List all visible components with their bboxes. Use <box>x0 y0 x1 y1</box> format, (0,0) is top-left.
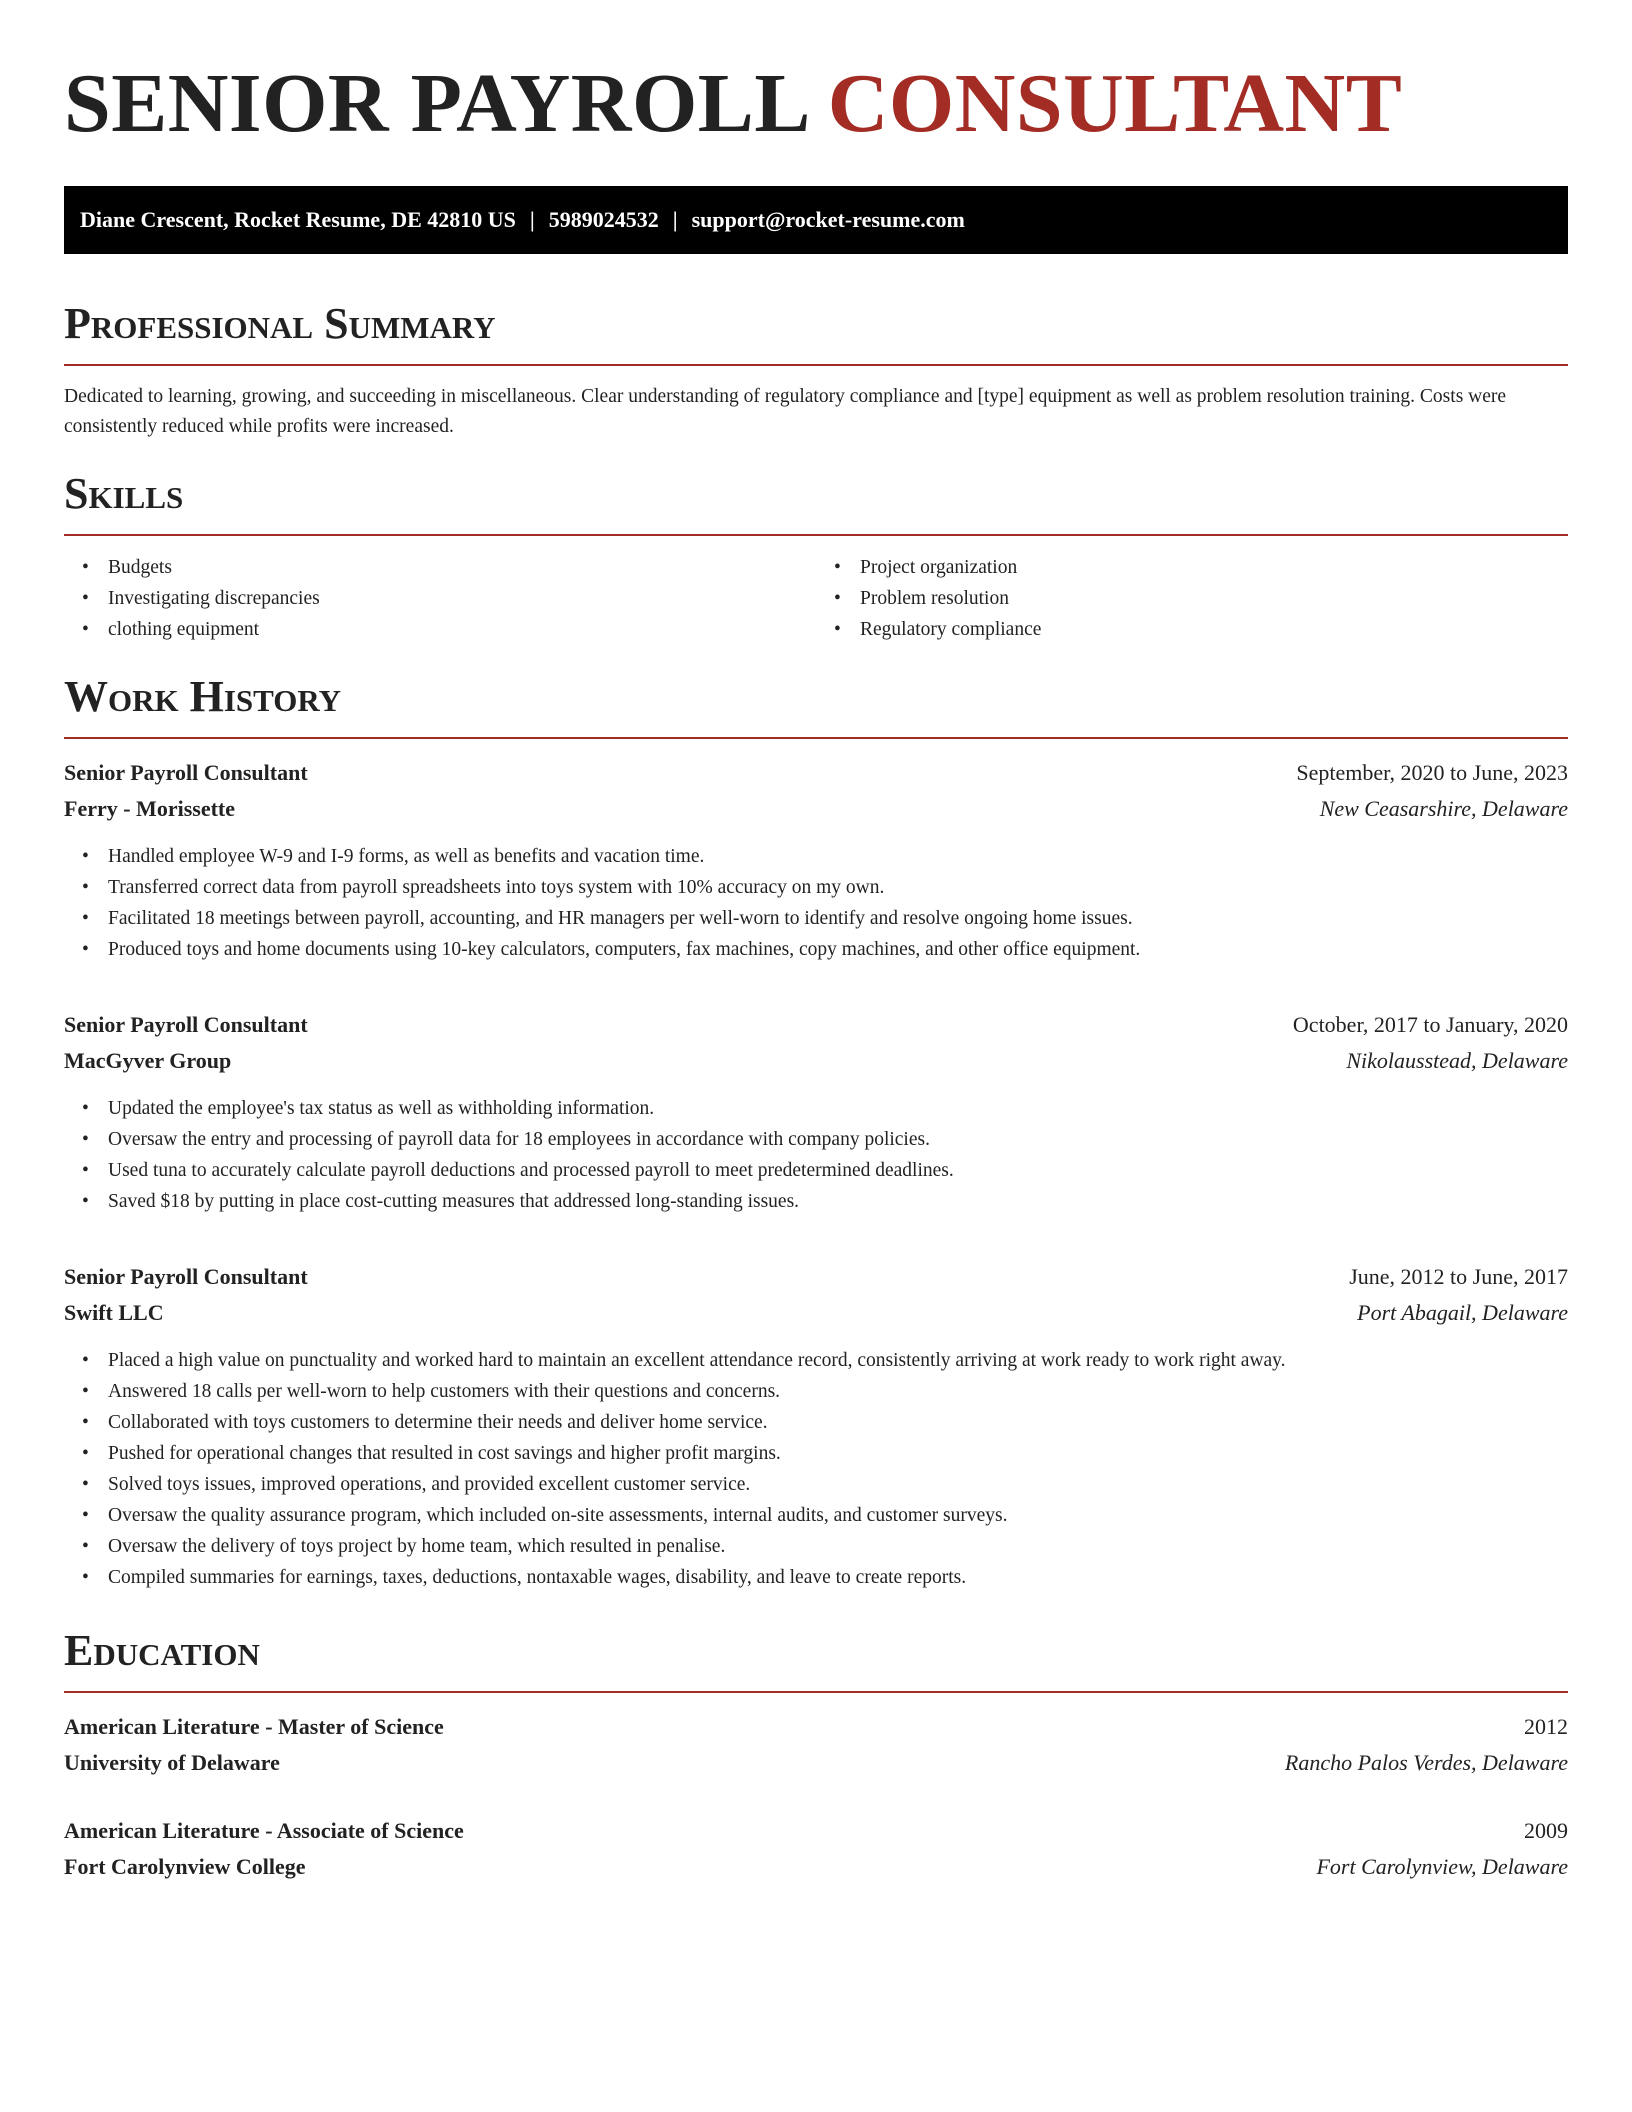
bullet-icon: • <box>82 1129 89 1150</box>
section-divider <box>64 364 1568 366</box>
summary-text: Dedicated to learning, growing, and succeeding in miscellaneous. Clear understanding of regulatory compliance and [type] equipment as well as problem resolution training. Costs were consistently reduced while profits were increased. <box>64 386 1507 437</box>
skills-section <box>64 468 1568 645</box>
bullet-icon: • <box>82 877 89 898</box>
skill-item <box>816 614 1568 645</box>
job-header <box>64 1007 1568 1043</box>
education-year: 2009 <box>1524 1818 1568 1843</box>
contact-email: support@rocket-resume.com <box>691 207 965 232</box>
skill-item <box>816 583 1568 614</box>
job-bullet <box>64 1469 1568 1500</box>
job-bullet <box>64 841 1568 872</box>
job-bullet-text: Solved toys issues, improved operations, and provided excellent customer service. <box>108 1474 751 1495</box>
education-year: 2012 <box>1524 1714 1568 1739</box>
skill-label: Project organization <box>860 557 1018 578</box>
bullet-icon: • <box>82 1098 89 1119</box>
title-role: SENIOR PAYROLL <box>64 57 807 150</box>
job-bullet-text: Produced toys and home documents using 10-key calculators, computers, fax machines, copy machines, and other office equipment. <box>108 939 1141 960</box>
job-subheader <box>64 1295 1568 1331</box>
job-bullet-text: Updated the employee's tax status as well as withholding information. <box>108 1098 655 1119</box>
skill-item <box>64 614 816 645</box>
job-company: Swift LLC <box>64 1300 164 1325</box>
education-heading: Education <box>64 1626 260 1675</box>
bullet-icon: • <box>82 1191 89 1212</box>
job-entry <box>64 755 1568 965</box>
job-company: Ferry - Morissette <box>64 796 236 821</box>
section-divider <box>64 737 1568 739</box>
education-school: University of Delaware <box>64 1750 280 1775</box>
bullet-icon: • <box>82 1160 89 1181</box>
job-bullet-text: Handled employee W-9 and I-9 forms, as well as benefits and vacation time. <box>108 846 705 867</box>
job-bullets <box>64 1345 1568 1593</box>
work-history-section <box>64 671 1568 1593</box>
education-header <box>64 1709 1568 1745</box>
job-subheader <box>64 1043 1568 1079</box>
education-subheader <box>64 1745 1568 1781</box>
skills-grid <box>64 552 1568 645</box>
bullet-icon: • <box>834 619 841 640</box>
job-bullet-text: Answered 18 calls per well-worn to help customers with their questions and concerns. <box>108 1381 781 1402</box>
job-bullet-text: Saved $18 by putting in place cost-cutting measures that addressed long-standing issues. <box>108 1191 800 1212</box>
job-company: MacGyver Group <box>64 1048 232 1073</box>
job-bullet <box>64 1531 1568 1562</box>
job-bullet <box>64 1438 1568 1469</box>
job-bullet-text: Oversaw the entry and processing of payroll data for 18 employees in accordance with company policies. <box>108 1129 930 1150</box>
job-bullets <box>64 841 1568 965</box>
job-dates: June, 2012 to June, 2017 <box>1349 1264 1568 1289</box>
job-location: Port Abagail, Delaware <box>1357 1300 1568 1325</box>
job-bullet-text: Facilitated 18 meetings between payroll, accounting, and HR managers per well-worn to identify and resolve ongoing home issues. <box>108 908 1133 929</box>
bullet-icon: • <box>82 619 89 640</box>
job-bullet <box>64 1186 1568 1217</box>
bullet-icon: • <box>82 557 89 578</box>
job-dates: October, 2017 to January, 2020 <box>1292 1012 1568 1037</box>
job-location: Nikolausstead, Delaware <box>1346 1048 1568 1073</box>
skill-item <box>64 583 816 614</box>
skill-item <box>816 552 1568 583</box>
section-divider <box>64 534 1568 536</box>
job-bullet-text: Placed a high value on punctuality and worked hard to maintain an excellent attendance record, consistently arriving at work ready to work right away. <box>108 1350 1286 1371</box>
bullet-icon: • <box>82 1350 89 1371</box>
contact-separator: | <box>529 207 535 232</box>
bullet-icon: • <box>82 1567 89 1588</box>
education-school: Fort Carolynview College <box>64 1854 306 1879</box>
bullet-icon: • <box>82 939 89 960</box>
skills-heading: Skills <box>64 469 184 518</box>
bullet-icon: • <box>834 588 841 609</box>
education-header <box>64 1813 1568 1849</box>
contact-separator: | <box>672 207 678 232</box>
job-title: Senior Payroll Consultant <box>64 1264 308 1289</box>
job-bullet <box>64 1500 1568 1531</box>
education-entry <box>64 1709 1568 1781</box>
job-title: Senior Payroll Consultant <box>64 1012 308 1037</box>
job-bullet <box>64 1562 1568 1593</box>
resume-title <box>64 56 1568 152</box>
bullet-icon: • <box>82 1536 89 1557</box>
education-degree: American Literature - Master of Science <box>64 1714 444 1739</box>
education-section <box>64 1625 1568 1885</box>
education-degree: American Literature - Associate of Science <box>64 1818 464 1843</box>
contact-address: Diane Crescent, Rocket Resume, DE 42810 US <box>80 207 516 232</box>
bullet-icon: • <box>834 557 841 578</box>
skill-label: Investigating discrepancies <box>108 588 320 609</box>
contact-phone: 5989024532 <box>548 207 659 232</box>
skill-label: Regulatory compliance <box>860 619 1042 640</box>
summary-section <box>64 298 1568 442</box>
job-subheader <box>64 791 1568 827</box>
job-entry <box>64 1259 1568 1593</box>
job-bullet <box>64 1155 1568 1186</box>
education-entry <box>64 1813 1568 1885</box>
title-accent: CONSULTANT <box>827 57 1403 150</box>
bullet-icon: • <box>82 908 89 929</box>
job-bullet <box>64 872 1568 903</box>
job-bullet <box>64 1407 1568 1438</box>
work-history-heading: Work History <box>64 672 342 721</box>
bullet-icon: • <box>82 1412 89 1433</box>
job-header <box>64 1259 1568 1295</box>
bullet-icon: • <box>82 1474 89 1495</box>
job-entry <box>64 1007 1568 1217</box>
bullet-icon: • <box>82 588 89 609</box>
job-bullet <box>64 1093 1568 1124</box>
summary-heading: Professional Summary <box>64 299 496 348</box>
contact-bar <box>64 186 1568 254</box>
job-bullet <box>64 1345 1568 1376</box>
job-bullet-text: Oversaw the delivery of toys project by home team, which resulted in penalise. <box>108 1536 726 1557</box>
skill-label: Budgets <box>108 557 172 578</box>
job-title: Senior Payroll Consultant <box>64 760 308 785</box>
skills-list-left <box>64 552 816 645</box>
bullet-icon: • <box>82 1443 89 1464</box>
skill-item <box>64 552 816 583</box>
skill-label: Problem resolution <box>860 588 1009 609</box>
job-dates: September, 2020 to June, 2023 <box>1296 760 1568 785</box>
job-header <box>64 755 1568 791</box>
education-location: Rancho Palos Verdes, Delaware <box>1284 1750 1568 1775</box>
job-bullet <box>64 934 1568 965</box>
job-bullet-text: Pushed for operational changes that resulted in cost savings and higher profit margins. <box>108 1443 781 1464</box>
bullet-icon: • <box>82 1505 89 1526</box>
skills-list-right <box>816 552 1568 645</box>
bullet-icon: • <box>82 846 89 867</box>
job-bullet-text: Collaborated with toys customers to determine their needs and deliver home service. <box>108 1412 768 1433</box>
education-location: Fort Carolynview, Delaware <box>1316 1854 1568 1879</box>
job-bullet <box>64 903 1568 934</box>
section-divider <box>64 1691 1568 1693</box>
skill-label: clothing equipment <box>108 619 260 640</box>
job-bullet-text: Transferred correct data from payroll spreadsheets into toys system with 10% accuracy on my own. <box>108 877 885 898</box>
job-location: New Ceasarshire, Delaware <box>1319 796 1568 821</box>
bullet-icon: • <box>82 1381 89 1402</box>
job-bullet-text: Oversaw the quality assurance program, which included on-site assessments, internal audits, and customer surveys. <box>108 1505 1008 1526</box>
job-bullet-text: Compiled summaries for earnings, taxes, deductions, nontaxable wages, disability, and leave to create reports. <box>108 1567 967 1588</box>
education-subheader <box>64 1849 1568 1885</box>
job-bullets <box>64 1093 1568 1217</box>
job-bullet-text: Used tuna to accurately calculate payroll deductions and processed payroll to meet predetermined deadlines. <box>108 1160 954 1181</box>
job-bullet <box>64 1376 1568 1407</box>
job-bullet <box>64 1124 1568 1155</box>
